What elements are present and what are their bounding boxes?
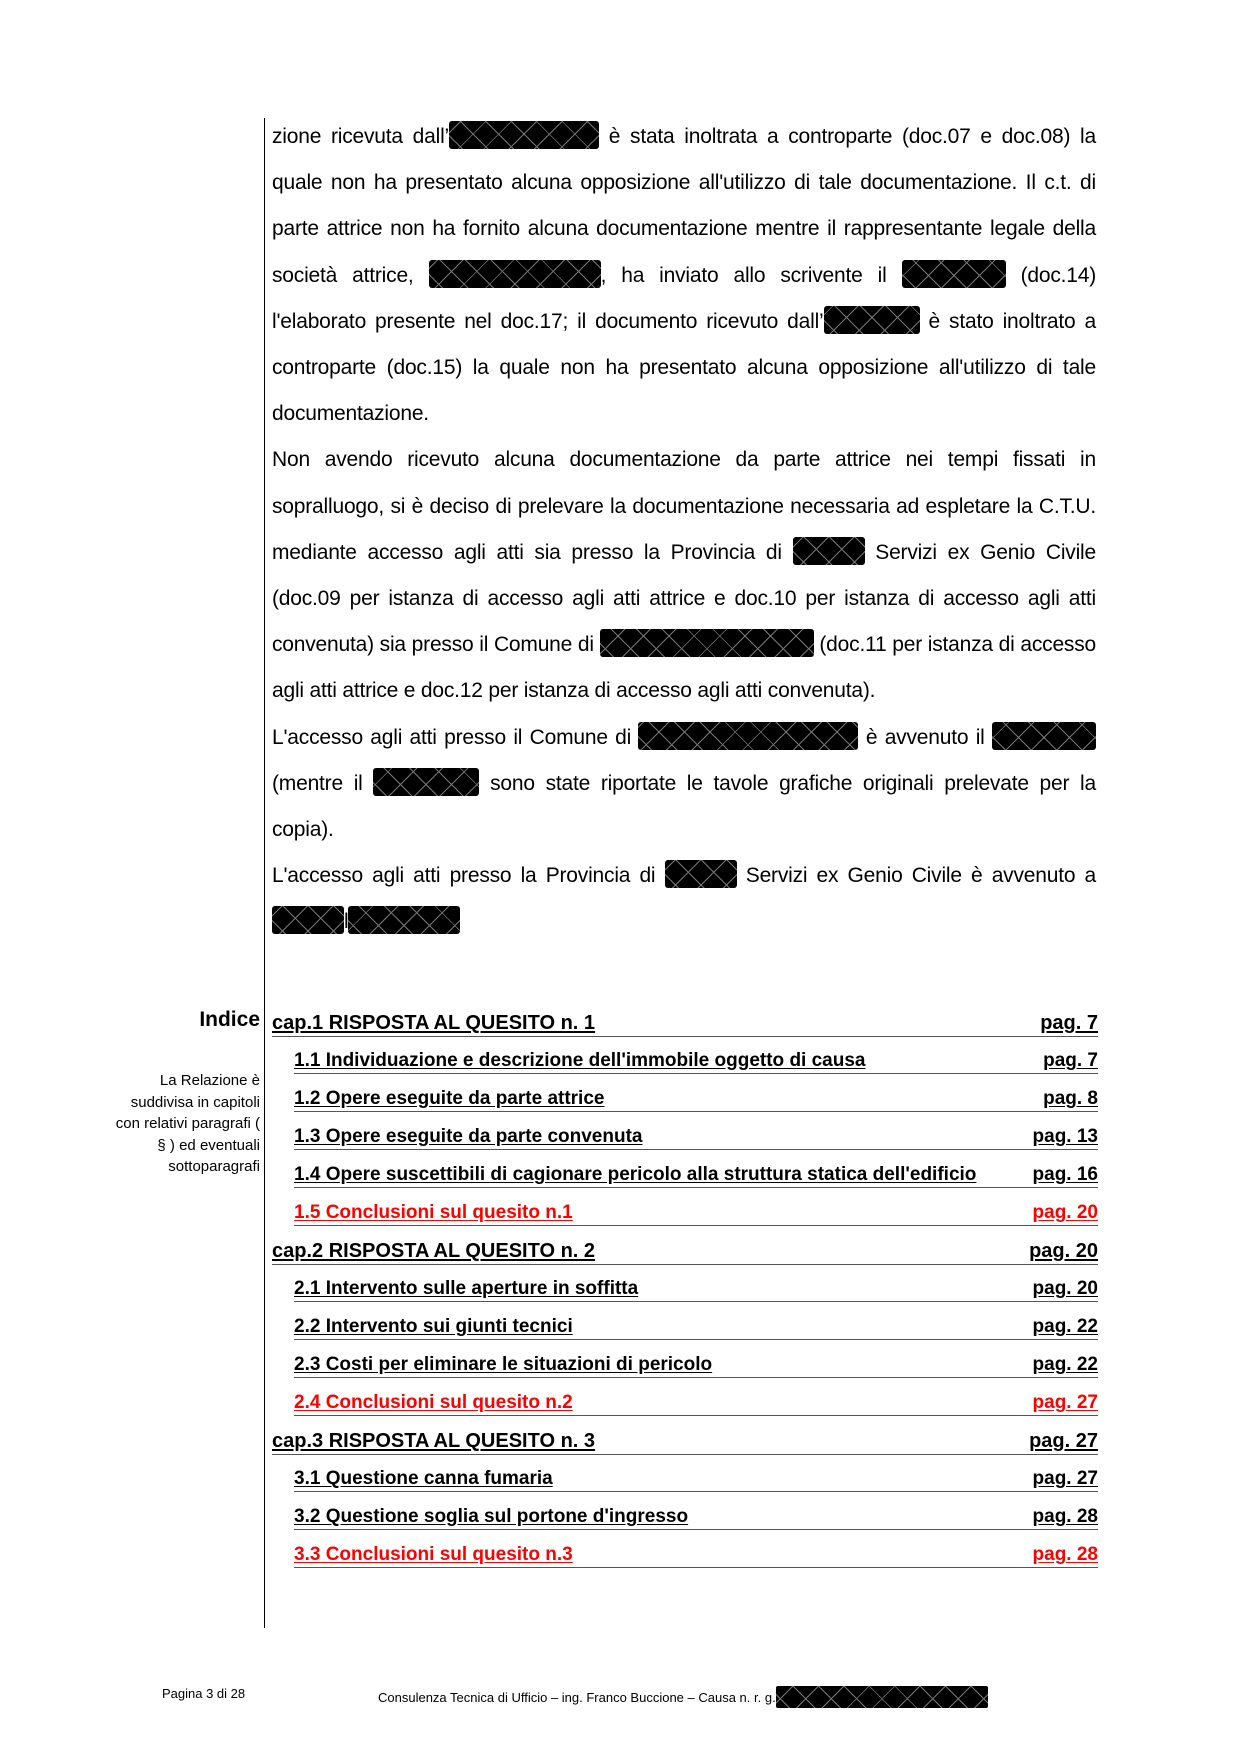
redaction-block — [776, 1686, 988, 1708]
toc-section[interactable]: 2.2 Intervento sui giunti tecnici pag. 22 — [294, 1316, 1098, 1340]
redaction-block — [992, 722, 1096, 750]
index-title: Indice — [199, 1008, 260, 1031]
redaction-block — [638, 722, 858, 750]
body-text — [272, 114, 1096, 946]
toc-chapter-3[interactable]: cap.3 RISPOSTA AL QUESITO n. 3 pag. 27 — [272, 1430, 1098, 1455]
toc-section[interactable]: 1.3 Opere eseguite da parte convenuta pag. 13 — [294, 1126, 1098, 1150]
toc-section[interactable]: 1.4 Opere suscettibili di cagionare pericolo alla struttura statica dell'edificio pag. 16 — [294, 1164, 1098, 1188]
redaction-block — [429, 260, 601, 288]
toc-section[interactable]: 2.3 Costi per eliminare le situazioni di pericolo pag. 22 — [294, 1354, 1098, 1378]
margin-rule — [264, 118, 265, 1628]
redaction-block — [824, 306, 920, 334]
paragraph-4: L'accesso agli atti presso la Provincia di Servizi ex Genio Civile è avvenuto a l — [272, 853, 1096, 945]
toc-section-conclusion[interactable]: 1.5 Conclusioni sul quesito n.1 pag. 20 — [294, 1202, 1098, 1226]
toc-section-conclusion[interactable]: 3.3 Conclusioni sul quesito n.3 pag. 28 — [294, 1544, 1098, 1568]
redaction-block — [600, 629, 814, 657]
toc-section[interactable]: 3.2 Questione soglia sul portone d'ingresso pag. 28 — [294, 1506, 1098, 1530]
toc-section[interactable]: 1.1 Individuazione e descrizione dell'immobile oggetto di causa pag. 7 — [294, 1050, 1098, 1074]
toc-section[interactable]: 1.2 Opere eseguite da parte attrice pag. 8 — [294, 1088, 1098, 1112]
paragraph-3: L'accesso agli atti presso il Comune di è avvenuto il (mentre il sono state riportate le tavole grafiche originali prelevate per la copia). — [272, 715, 1096, 854]
index-note: La Relazione è suddivisa in capitoli con relativi paragrafi ( § ) ed eventuali sottoparagrafi — [115, 1072, 260, 1175]
paragraph-2: Non avendo ricevuto alcuna documentazione da parte attrice nei tempi fissati in sopralluogo, si è deciso di prelevare la documentazione necessaria ad espletare la C.T.U. mediante accesso agli atti sia presso la Provincia di Servizi ex Genio Civile (doc.09 per istanza di accesso agli atti attrice e doc.10 per istanza di accesso agli atti convenuta) sia presso il Comune di (doc.11 per istanza di accesso agli atti attrice e doc.12 per istanza di accesso agli atti convenuta). — [272, 448, 1097, 703]
toc-section[interactable]: 2.1 Intervento sulle aperture in soffitta pag. 20 — [294, 1278, 1098, 1302]
redaction-block — [272, 906, 344, 934]
redaction-block — [665, 860, 737, 888]
toc-chapter-2[interactable]: cap.2 RISPOSTA AL QUESITO n. 2 pag. 20 — [272, 1240, 1098, 1265]
footer-page-number: Pagina 3 di 28 — [162, 1686, 246, 1701]
toc-section-conclusion[interactable]: 2.4 Conclusioni sul quesito n.2 pag. 27 — [294, 1392, 1098, 1416]
redaction-block — [449, 121, 599, 149]
paragraph-1: zione ricevuta dall’ è stata inoltrata a controparte (doc.07 e doc.08) la quale non ha presentato alcuna opposizione all'utilizzo di tale documentazione. Il c.t. di parte attrice non ha fornito alcuna documentazione mentre il rappresentante legale della società attrice, , ha inviato allo scrivente il (doc.14) l'elaborato presente nel doc.17; il documento ricevuto dall’ è stato inoltrato a controparte (doc.15) la quale non ha presentato alcuna opposizione all'utilizzo di tale documentazione. — [272, 114, 1096, 437]
toc-section[interactable]: 3.1 Questione canna fumaria pag. 27 — [294, 1468, 1098, 1492]
redaction-block — [793, 537, 865, 565]
redaction-block — [902, 260, 1006, 288]
toc-chapter-1[interactable]: cap.1 RISPOSTA AL QUESITO n. 1 pag. 7 — [272, 1012, 1098, 1037]
footer-credit: Consulenza Tecnica di Ufficio – ing. Franco Buccione – Causa n. r. g. — [378, 1686, 988, 1708]
redaction-block — [373, 768, 479, 796]
redaction-block — [348, 906, 460, 934]
